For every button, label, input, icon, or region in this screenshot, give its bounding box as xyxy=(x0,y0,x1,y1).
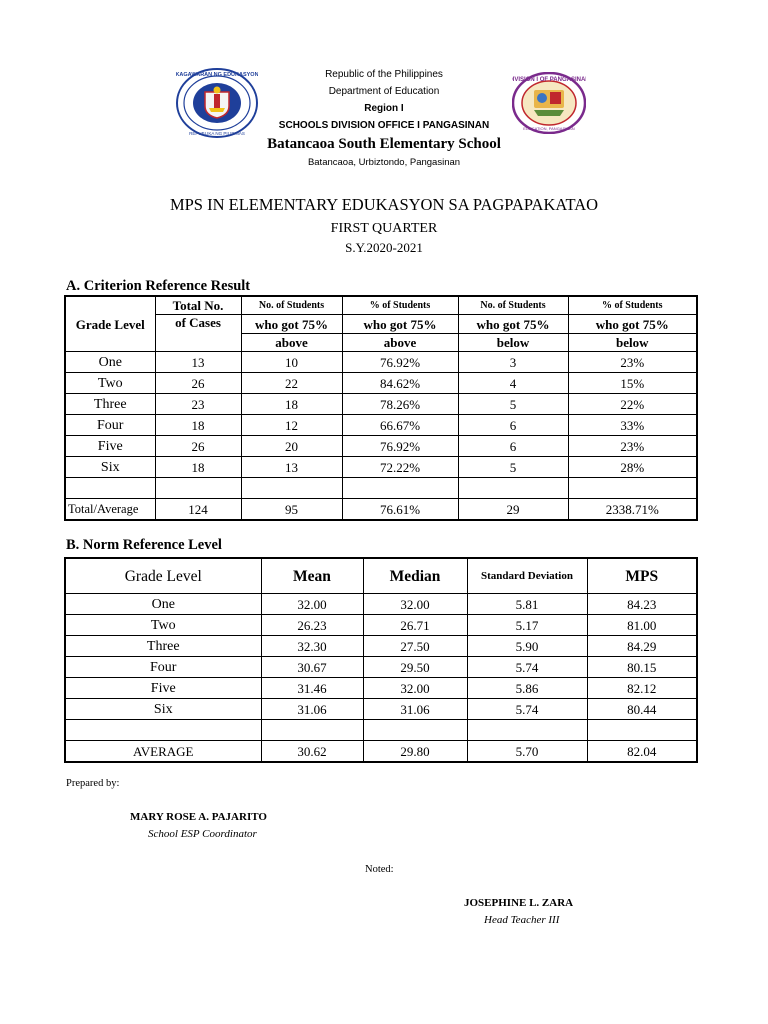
col-header-below-pct-line3: below xyxy=(568,334,697,352)
sd-cell: 5.81 xyxy=(467,594,587,615)
above-pct-cell: 84.62% xyxy=(342,373,458,394)
above-pct-cell: 76.92% xyxy=(342,352,458,373)
median-cell: 32.00 xyxy=(363,678,467,699)
preparer-title: School ESP Coordinator xyxy=(148,828,257,840)
above-pct-cell: 66.67% xyxy=(342,415,458,436)
col-header-below-pct-line2: who got 75% xyxy=(568,315,697,334)
table-header-row xyxy=(65,558,697,594)
mean-cell: 30.62 xyxy=(261,741,363,763)
grade-cell: Six xyxy=(65,457,155,478)
below-pct-cell: 28% xyxy=(568,457,697,478)
grade-cell: Five xyxy=(65,678,261,699)
table-row xyxy=(65,457,697,478)
blank-cell xyxy=(568,478,697,499)
region-line: Region I xyxy=(364,103,404,114)
col-header-mean: Mean xyxy=(261,558,363,594)
blank-cell xyxy=(261,720,363,741)
school-name: Batancaoa South Elementary School xyxy=(267,136,501,152)
table-header-row xyxy=(65,296,697,315)
col-header-mps: MPS xyxy=(587,558,697,594)
blank-cell xyxy=(467,720,587,741)
below-count-cell: 5 xyxy=(458,394,568,415)
division-office-line: SCHOOLS DIVISION OFFICE I PANGASINAN xyxy=(278,120,490,131)
document-title: MPS IN ELEMENTARY EDUKASYON SA PAGPAPAKATAO xyxy=(169,195,599,214)
col-header-median: Median xyxy=(363,558,467,594)
blank-cell xyxy=(458,478,568,499)
median-cell: 29.50 xyxy=(363,657,467,678)
total-cell: 124 xyxy=(155,499,241,521)
above-pct-cell: 76.92% xyxy=(342,436,458,457)
col-header-above-count-line1: No. of Students xyxy=(241,296,342,315)
table-row xyxy=(65,657,697,678)
below-pct-cell: 23% xyxy=(568,436,697,457)
median-cell: 32.00 xyxy=(363,594,467,615)
col-header-below-count-line2: who got 75% xyxy=(458,315,568,334)
median-cell: 26.71 xyxy=(363,615,467,636)
mps-cell: 84.23 xyxy=(587,594,697,615)
blank-cell xyxy=(587,720,697,741)
above-count-cell: 22 xyxy=(241,373,342,394)
preparer-name: MARY ROSE A. PAJARITO xyxy=(130,811,267,823)
blank-cell xyxy=(241,478,342,499)
sd-cell: 5.90 xyxy=(467,636,587,657)
below-count-cell: 3 xyxy=(458,352,568,373)
svg-text:EDUCATION, PANGASINAN: EDUCATION, PANGASINAN xyxy=(523,126,575,131)
above-count-cell: 12 xyxy=(241,415,342,436)
sd-cell: 5.86 xyxy=(467,678,587,699)
sd-cell: 5.17 xyxy=(467,615,587,636)
below-pct-cell: 22% xyxy=(568,394,697,415)
republic-line: Republic of the Philippines xyxy=(325,69,443,80)
above-pct-cell: 72.22% xyxy=(342,457,458,478)
median-cell: 29.80 xyxy=(363,741,467,763)
table-header-row xyxy=(65,315,697,334)
above-pct-cell: 78.26% xyxy=(342,394,458,415)
sd-cell: 5.74 xyxy=(467,699,587,720)
grade-cell: Six xyxy=(65,699,261,720)
table-row xyxy=(65,594,697,615)
school-address: Batancaoa, Urbiztondo, Pangasinan xyxy=(307,157,461,168)
total-label-cell: Total/Average xyxy=(65,499,155,521)
mps-cell: 82.04 xyxy=(587,741,697,763)
col-header-grade-level: Grade Level xyxy=(65,296,155,352)
col-header-total-line1: Total No. xyxy=(155,296,241,315)
mps-cell: 80.44 xyxy=(587,699,697,720)
quarter-label: FIRST QUARTER xyxy=(330,221,438,236)
median-cell: 31.06 xyxy=(363,699,467,720)
below-count-cell: 6 xyxy=(458,436,568,457)
mean-cell: 31.46 xyxy=(261,678,363,699)
school-year-label: S.Y.2020-2021 xyxy=(345,240,423,255)
table-row xyxy=(65,373,697,394)
col-header-above-count-line3: above xyxy=(241,334,342,352)
below-count-cell: 5 xyxy=(458,457,568,478)
below-pct-cell: 23% xyxy=(568,352,697,373)
noter-name: JOSEPHINE L. ZARA xyxy=(464,897,574,909)
below-pct-cell: 33% xyxy=(568,415,697,436)
table-row xyxy=(65,615,697,636)
blank-row xyxy=(65,720,697,741)
mean-cell: 31.06 xyxy=(261,699,363,720)
grade-cell: Five xyxy=(65,436,155,457)
col-header-below-pct-line1: % of Students xyxy=(568,296,697,315)
table-row xyxy=(65,678,697,699)
blank-cell xyxy=(65,478,155,499)
below-pct-cell: 15% xyxy=(568,373,697,394)
blank-row xyxy=(65,478,697,499)
above-count-cell: 20 xyxy=(241,436,342,457)
noted-label: Noted: xyxy=(365,864,394,875)
above-count-cell: 18 xyxy=(241,394,342,415)
above-count-cell: 13 xyxy=(241,457,342,478)
total-cell: 18 xyxy=(155,415,241,436)
mean-cell: 30.67 xyxy=(261,657,363,678)
col-header-grade-level: Grade Level xyxy=(65,558,261,594)
blank-cell xyxy=(342,478,458,499)
below-pct-cell: 2338.71% xyxy=(568,499,697,521)
mps-cell: 84.29 xyxy=(587,636,697,657)
above-count-cell: 10 xyxy=(241,352,342,373)
table-row xyxy=(65,394,697,415)
table-row xyxy=(65,636,697,657)
blank-cell xyxy=(155,478,241,499)
median-cell: 27.50 xyxy=(363,636,467,657)
col-header-below-count-line1: No. of Students xyxy=(458,296,568,315)
section-b-heading: B. Norm Reference Level xyxy=(66,537,222,553)
above-pct-cell: 76.61% xyxy=(342,499,458,521)
total-cell: 26 xyxy=(155,436,241,457)
mean-cell: 32.30 xyxy=(261,636,363,657)
below-count-cell: 4 xyxy=(458,373,568,394)
grade-cell: Three xyxy=(65,636,261,657)
mps-cell: 80.15 xyxy=(587,657,697,678)
below-count-cell: 6 xyxy=(458,415,568,436)
noter-title: Head Teacher III xyxy=(484,914,560,926)
above-count-cell: 95 xyxy=(241,499,342,521)
col-header-above-pct-line3: above xyxy=(342,334,458,352)
table-row xyxy=(65,352,697,373)
total-cell: 23 xyxy=(155,394,241,415)
grade-cell: Four xyxy=(65,415,155,436)
mps-cell: 82.12 xyxy=(587,678,697,699)
blank-cell xyxy=(363,720,467,741)
average-label-cell: AVERAGE xyxy=(65,741,261,763)
sd-cell: 5.70 xyxy=(467,741,587,763)
prepared-by-label: Prepared by: xyxy=(66,778,120,789)
total-cell: 26 xyxy=(155,373,241,394)
section-a-heading: A. Criterion Reference Result xyxy=(66,278,251,294)
total-cell: 13 xyxy=(155,352,241,373)
table-row xyxy=(65,415,697,436)
department-line: Department of Education xyxy=(328,86,440,97)
grade-cell: Two xyxy=(65,615,261,636)
svg-text:KAGAWARAN NG EDUKASYON: KAGAWARAN NG EDUKASYON xyxy=(176,72,258,78)
col-header-below-count-line3: below xyxy=(458,334,568,352)
svg-text:DIVISION I OF PANGASINAN: DIVISION I OF PANGASINAN xyxy=(512,77,586,83)
col-header-total-line2: of Cases xyxy=(155,315,241,352)
grade-cell: One xyxy=(65,594,261,615)
grade-cell: One xyxy=(65,352,155,373)
blank-cell xyxy=(65,720,261,741)
below-count-cell: 29 xyxy=(458,499,568,521)
sd-cell: 5.74 xyxy=(467,657,587,678)
average-row xyxy=(65,741,697,763)
col-header-standard-deviation: Standard Deviation xyxy=(467,558,587,594)
mps-cell: 81.00 xyxy=(587,615,697,636)
col-header-above-pct-line1: % of Students xyxy=(342,296,458,315)
col-header-above-pct-line2: who got 75% xyxy=(342,315,458,334)
svg-text:REPUBLIKA NG PILIPINAS: REPUBLIKA NG PILIPINAS xyxy=(189,131,245,136)
col-header-above-count-line2: who got 75% xyxy=(241,315,342,334)
total-row xyxy=(65,499,697,521)
norm-reference-table xyxy=(64,557,698,763)
grade-cell: Two xyxy=(65,373,155,394)
mean-cell: 32.00 xyxy=(261,594,363,615)
grade-cell: Four xyxy=(65,657,261,678)
grade-cell: Three xyxy=(65,394,155,415)
table-row xyxy=(65,436,697,457)
table-row xyxy=(65,699,697,720)
total-cell: 18 xyxy=(155,457,241,478)
criterion-reference-table xyxy=(64,295,698,521)
mean-cell: 26.23 xyxy=(261,615,363,636)
